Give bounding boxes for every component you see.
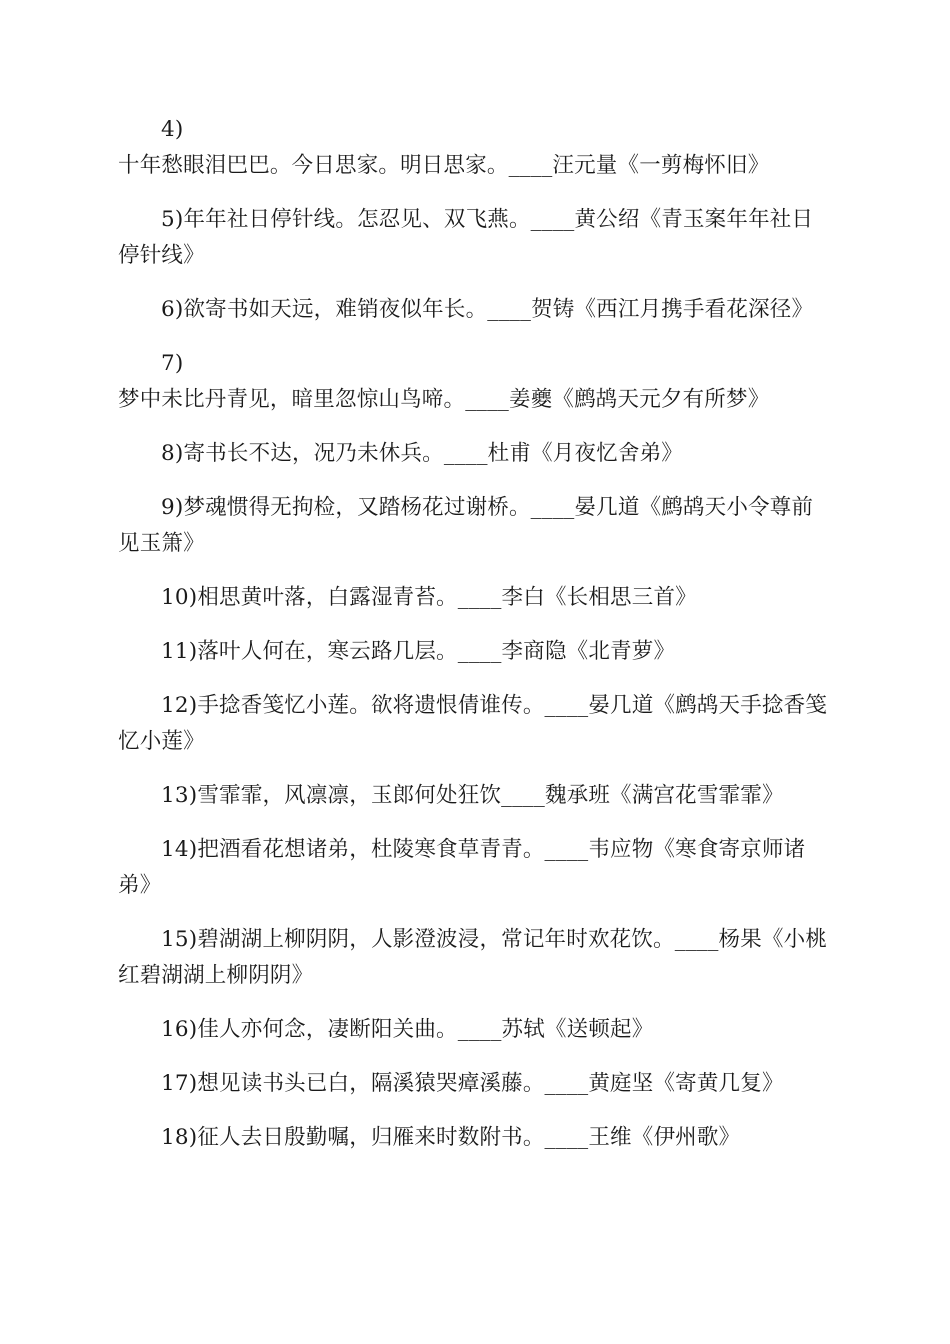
item-text: 梦魂惯得无拘检，又踏杨花过谢桥。____晏几道《鹧鸪天小令尊前见玉箫》 [118,495,814,556]
item-text: 手捻香笺忆小莲。欲将遗恨倩谁传。____晏几道《鹧鸪天手捻香笺忆小莲》 [118,693,828,754]
list-item [118,634,834,670]
item-text: 寄书长不达，况乃未休兵。____杜甫《月夜忆舍弟》 [183,441,683,466]
item-number: 16) [161,1017,198,1042]
list-item [118,580,834,616]
item-number: 10) [161,585,198,610]
poem-list [118,112,834,1174]
item-text: 年年社日停针线。怎忍见、双飞燕。____黄公绍《青玉案年年社日停针线》 [118,207,814,268]
item-text: 落叶人何在，寒云路几层。____李商隐《北青萝》 [197,639,676,664]
item-text: 碧湖湖上柳阴阴，人影澄波浸，常记年时欢花饮。____杨果《小桃红碧湖湖上柳阴阴》 [118,927,828,988]
item-text: 把酒看花想诸弟，杜陵寒食草青青。____韦应物《寒食寄京师诸弟》 [118,837,806,898]
item-number: 4) [161,117,184,142]
item-number: 17) [161,1071,198,1096]
item-number: 7) [161,351,184,376]
item-number: 18) [161,1125,198,1150]
item-number: 5) [161,207,184,232]
item-number: 13) [161,783,198,808]
list-item [118,778,834,814]
list-item [118,436,834,472]
list-item [118,688,834,760]
item-number: 9) [161,495,184,520]
item-text: 佳人亦何念，凄断阳关曲。____苏轼《送顿起》 [197,1017,654,1042]
list-item [118,832,834,904]
item-text: 梦中未比丹青见，暗里忽惊山鸟啼。____姜夔《鹧鸪天元夕有所梦》 [118,387,770,412]
list-item [118,1012,834,1048]
item-text: 雪霏霏，风凛凛，玉郎何处狂饮____魏承班《满宫花雪霏霏》 [197,783,784,808]
item-text: 相思黄叶落，白露湿青苔。____李白《长相思三首》 [197,585,697,610]
item-number: 14) [161,837,198,862]
list-item [118,490,834,562]
list-item [118,1120,834,1156]
item-text: 想见读书头已白，隔溪猿哭瘴溪藤。____黄庭坚《寄黄几复》 [197,1071,784,1096]
list-item [118,346,834,418]
item-text: 征人去日殷勤嘱，归雁来时数附书。____王维《伊州歌》 [197,1125,741,1150]
list-item [118,292,834,328]
item-text: 十年愁眼泪巴巴。今日思家。明日思家。____汪元量《一剪梅怀旧》 [118,153,770,178]
item-text: 欲寄书如天远，难销夜似年长。____贺铸《西江月携手看花深径》 [183,297,814,322]
list-item [118,1066,834,1102]
list-item [118,112,834,184]
item-number: 12) [161,693,198,718]
item-number: 6) [161,297,184,322]
item-number: 15) [161,927,198,952]
list-item [118,202,834,274]
item-number: 8) [161,441,184,466]
item-number: 11) [161,639,198,664]
list-item [118,922,834,994]
